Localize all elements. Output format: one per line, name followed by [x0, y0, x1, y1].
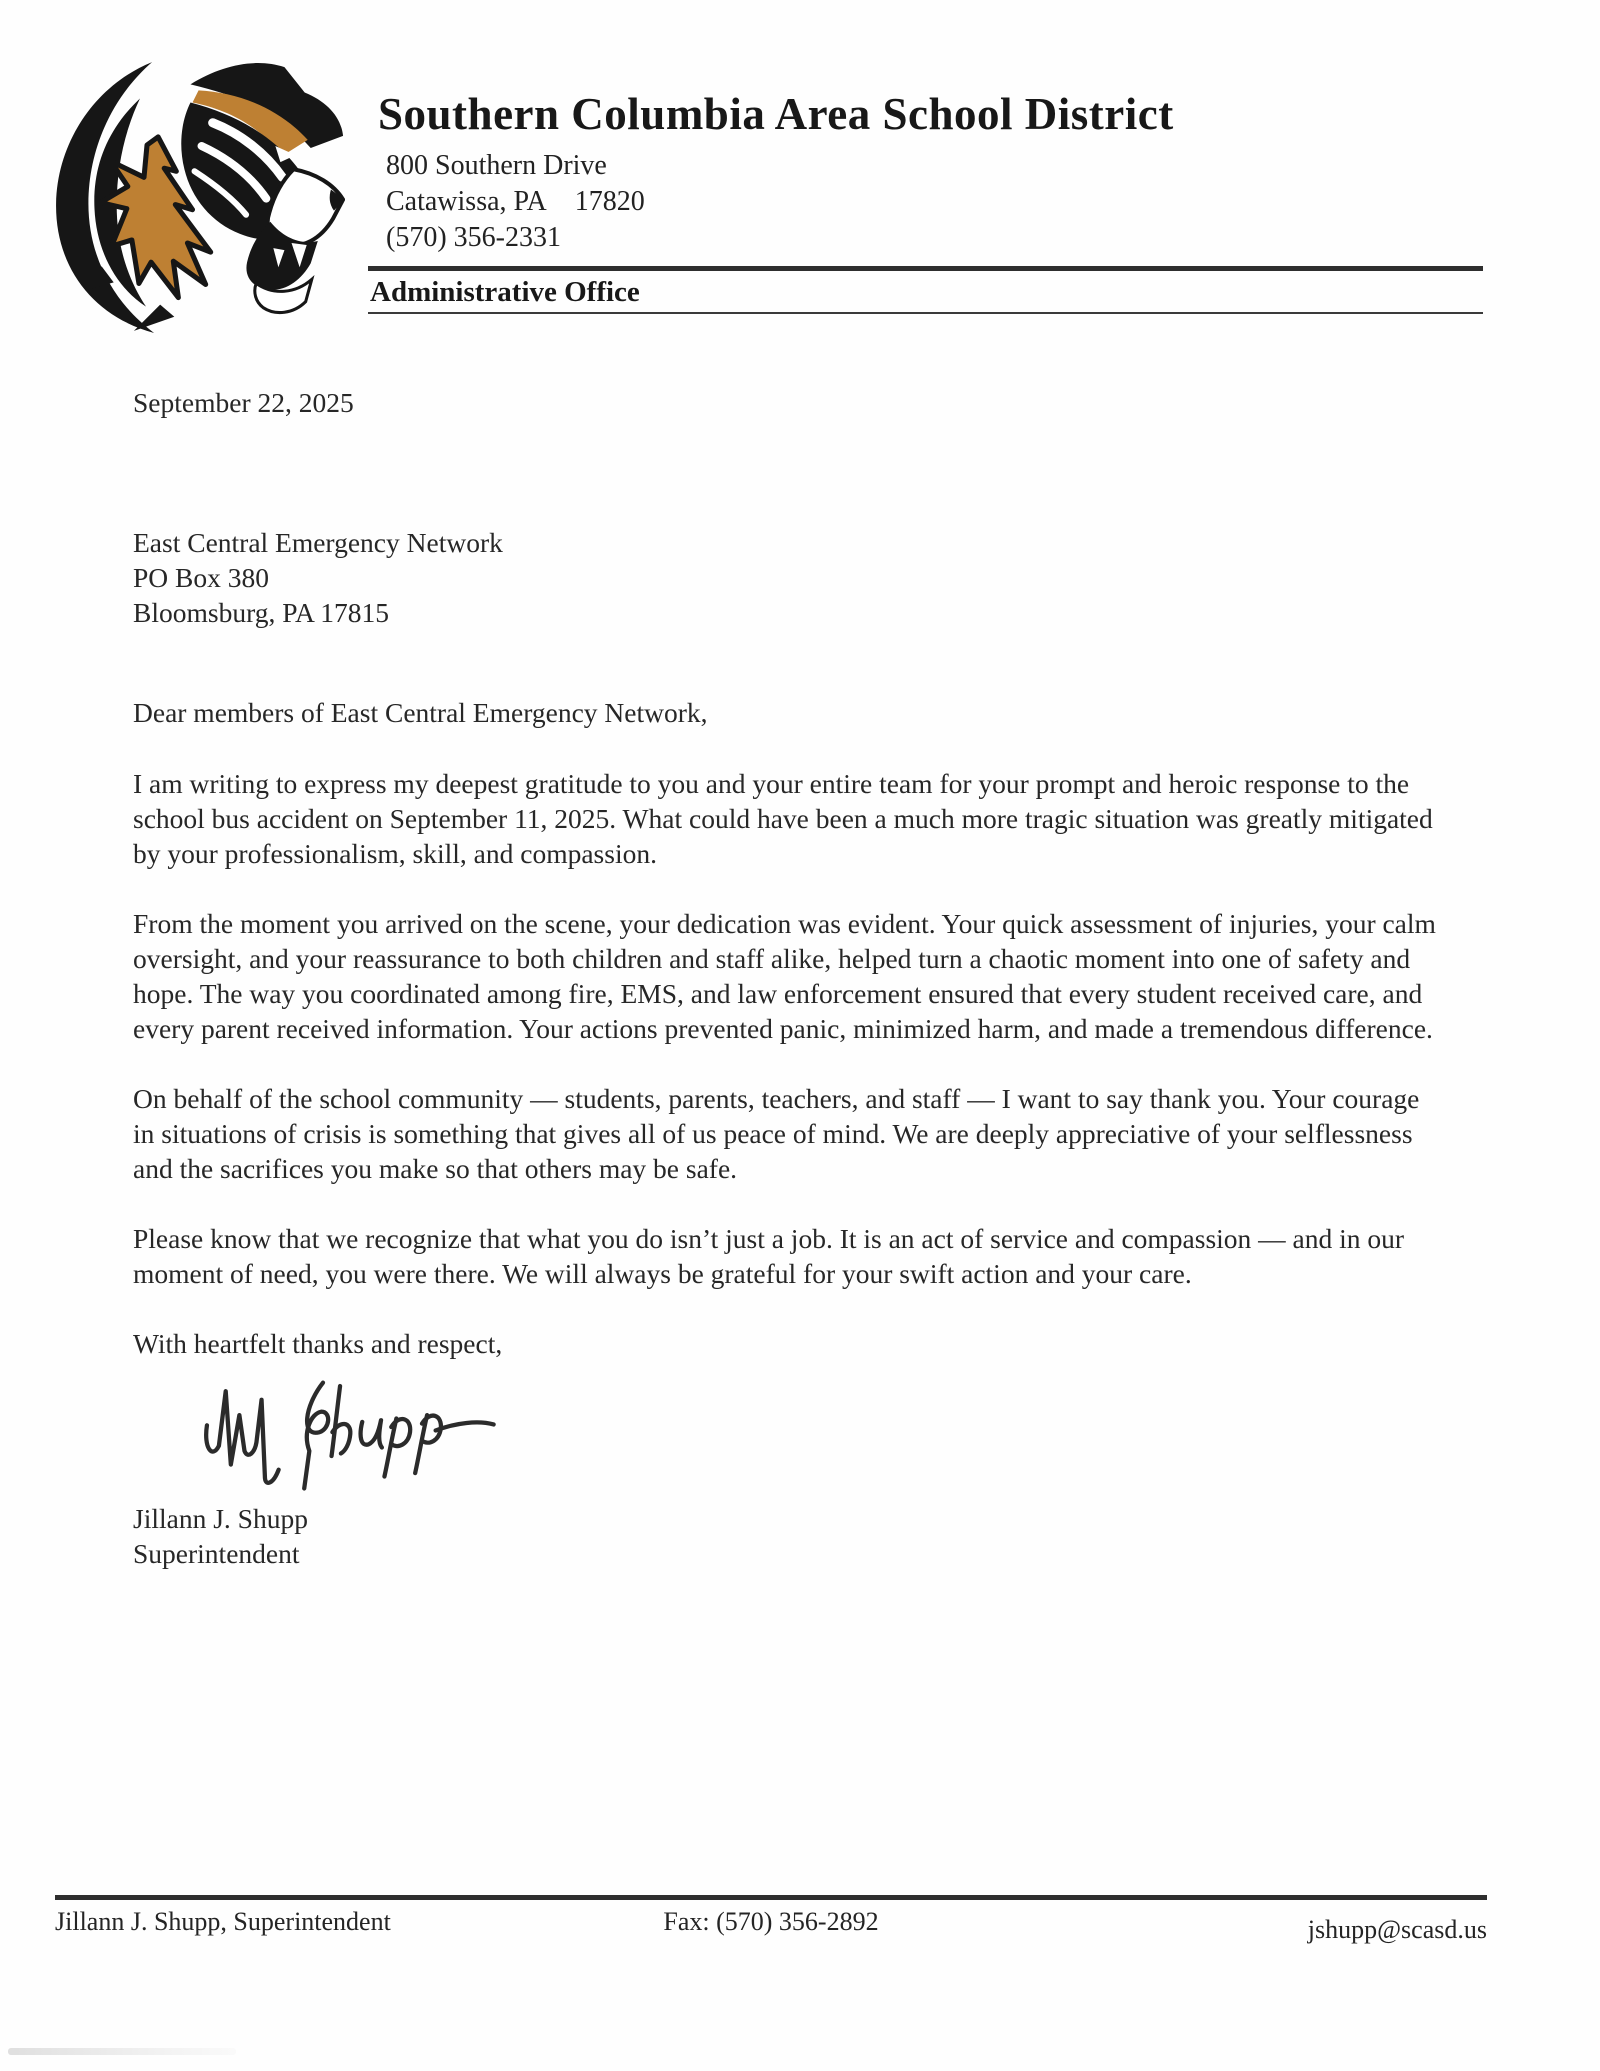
- scan-artifact: [8, 2048, 236, 2055]
- letter-body: [133, 385, 1440, 1571]
- district-phone: (570) 356-2331: [386, 222, 561, 253]
- letter-date: September 22, 2025: [133, 387, 354, 418]
- signature-icon: [195, 1369, 502, 1497]
- footer-rule: [55, 1895, 1487, 1900]
- footer-row: [55, 1907, 1487, 1945]
- office-label: Administrative Office: [370, 276, 640, 308]
- office-band: [368, 266, 1483, 314]
- footer-signer: Jillann J. Shupp, Superintendent: [55, 1907, 391, 1936]
- recipient-city: Bloomsburg, PA 17815: [133, 597, 389, 628]
- district-name: Southern Columbia Area School District: [378, 89, 1174, 139]
- recipient-po-box: PO Box 380: [133, 562, 269, 593]
- paragraph-4: Please know that we recognize that what you do isn’t just a job. It is an act of service and compassion — and in our moment of need, you were there. We will always be grateful for your swift action and your care.: [133, 1223, 1405, 1289]
- footer-email: jshupp@scasd.us: [1307, 1915, 1487, 1944]
- paragraph-2: From the moment you arrived on the scene, your dedication was evident. Your quick assessment of injuries, your calm oversight, and your reassurance to both children and staff alike, helped turn a chaotic moment into one of safety and hope. The way you coordinated among fire, EMS, and law enforcement ensured that every student received care, and every parent received information. Your actions prevented panic, minimized harm, and made a tremendous difference.: [133, 908, 1436, 1044]
- recipient-block: [133, 525, 1440, 630]
- recipient-name: East Central Emergency Network: [133, 527, 503, 558]
- letterhead: [378, 88, 1483, 256]
- signature-scribble: [195, 1369, 1440, 1497]
- district-address-line2: Catawissa, PA 17820: [386, 186, 645, 217]
- signer-title: Superintendent: [133, 1538, 300, 1569]
- signer-name: Jillann J. Shupp: [133, 1503, 308, 1534]
- paragraph-1: I am writing to express my deepest gratitude to you and your entire team for your prompt and heroic response to the school bus accident on September 11, 2025. What could have been a much more tragic situation was greatly mitigated by your professionalism, skill, and compassion.: [133, 768, 1433, 869]
- closing: With heartfelt thanks and respect,: [133, 1328, 503, 1359]
- tiger-logo-icon: [40, 50, 345, 338]
- footer-fax: Fax: (570) 356-2892: [663, 1907, 879, 1936]
- district-address-line1: 800 Southern Drive: [386, 150, 607, 181]
- tiger-logo: [40, 50, 345, 338]
- page-footer: [55, 1895, 1487, 1945]
- office-band-rule-bottom: [368, 312, 1483, 314]
- paragraph-3: On behalf of the school community — students, parents, teachers, and staff — I want to say thank you. Your courage in situations of crisis is something that gives all of us peace of mind. We are deeply appreciative of your selflessness and the sacrifices you make so that others may be safe.: [133, 1083, 1420, 1184]
- salutation: Dear members of East Central Emergency Network,: [133, 697, 708, 728]
